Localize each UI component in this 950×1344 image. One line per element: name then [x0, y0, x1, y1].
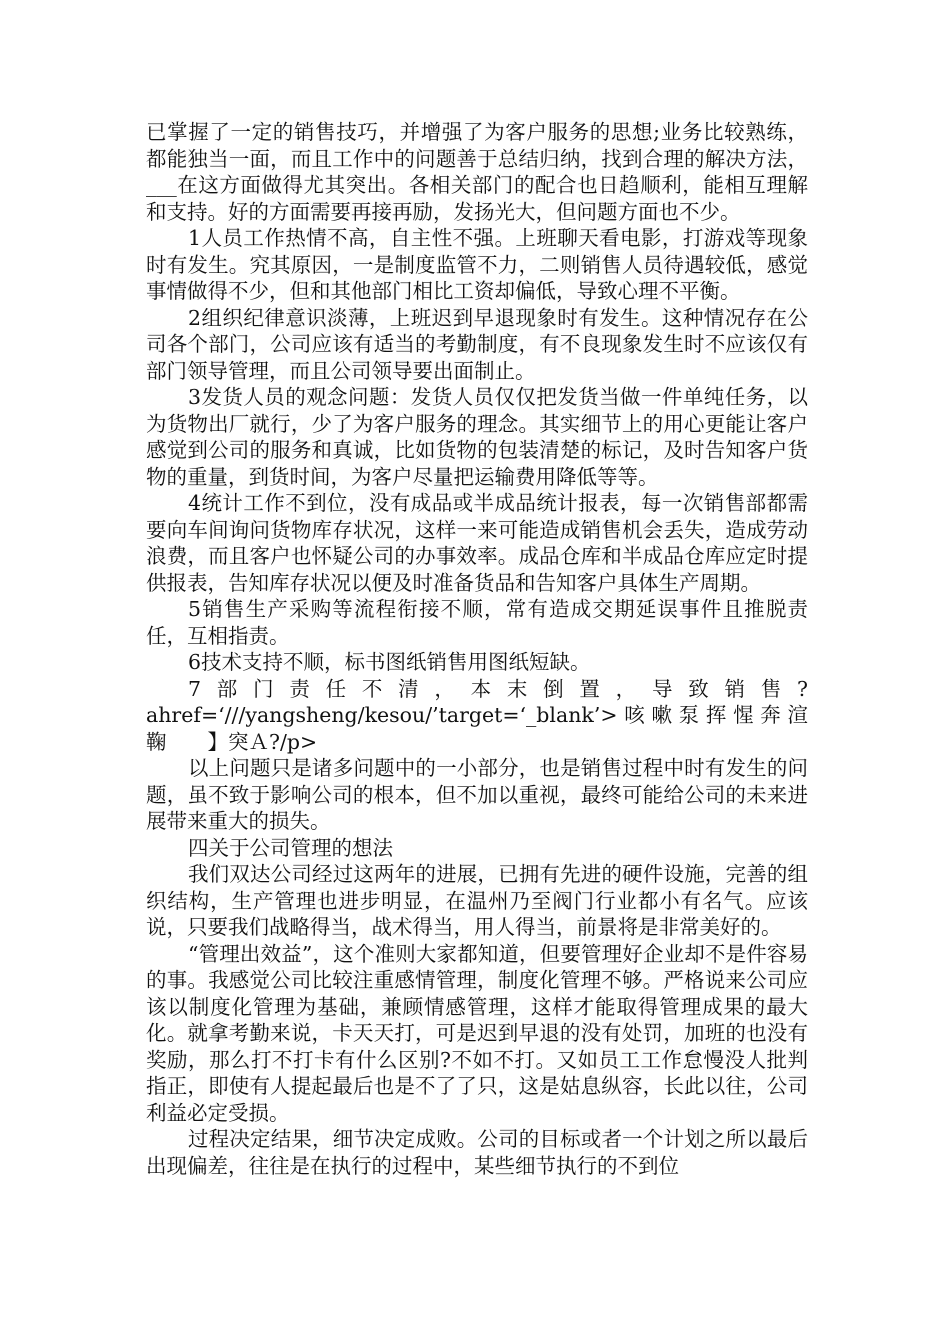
paragraph-item-5: 5销售生产采购等流程衔接不顺，常有造成交期延误事件且推脱责任，互相指责。 [146, 597, 808, 648]
paragraph-intro: 已掌握了一定的销售技巧，并增强了为客户服务的思想;业务比较熟练，都能独当一面，而且工作中的问题善于总结归纳，找到合理的解决方法，___在这方面做得尤其突出。各相关部门的配合也日趋顺利，能相互理解和支持。好的方面需要再接再励，发扬光大，但问题方面也不少。 [146, 120, 808, 224]
paragraph-item-3: 3发货人员的观念问题：发货人员仅仅把发货当做一件单纯任务，以为货物出厂就行，少了为客户服务的理念。其实细节上的用心更能让客户感觉到公司的服务和真诚，比如货物的包装清楚的标记，及时告知客户货物的重量，到货时间，为客户尽量把运输费用降低等等。 [146, 385, 808, 489]
paragraph-item-7: 7部门责任不清，本末倒置，导致销售?ahref=‘///yangsheng/kesou/’target=‘_blank’>咳嗽泵挥惺奔渲鞠 】突Ａ?/p> [146, 676, 808, 754]
paragraph-item-1: 1人员工作热情不高，自主性不强。上班聊天看电影，打游戏等现象时有发生。究其原因，一是制度监管不力，二则销售人员待遇较低，感觉事情做得不少，但和其他部门相比工资却偏低，导致心理不平衡。 [146, 226, 808, 303]
paragraph-company: 我们双达公司经过这两年的进展，已拥有先进的硬件设施，完善的组织结构，生产管理也进步明显，在温州乃至阀门行业都小有名气。应该说，只要我们战略得当，战术得当，用人得当，前景将是非常美好的。 [146, 862, 808, 939]
paragraph-management: “管理出效益”，这个准则大家都知道，但要管理好企业却不是件容易的事。我感觉公司比较注重感情管理，制度化管理不够。严格说来公司应该以制度化管理为基础，兼顾情感管理，这样才能取得管理成果的最大化。就拿考勤来说，卡天天打，可是迟到早退的没有处罚，加班的也没有奖励，那么打不打卡有什么区别?不如不打。又如员工工作怠慢没人批判指正，即使有人提起最后也是不了了只，这是姑息纵容，长此以往，公司利益必定受损。 [146, 941, 808, 1125]
paragraph-process: 过程决定结果，细节决定成败。公司的目标或者一个计划之所以最后出现偏差，往往是在执行的过程中，某些细节执行的不到位 [146, 1127, 808, 1178]
section-heading: 四关于公司管理的想法 [188, 835, 393, 860]
paragraph-item-2: 2组织纪律意识淡薄，上班迟到早退现象时有发生。这种情况存在公司各个部门，公司应该有适当的考勤制度，有不良现象发生时不应该仅有部门领导管理，而且公司领导要出面制止。 [146, 305, 808, 383]
paragraph-item-4: 4统计工作不到位，没有成品或半成品统计报表，每一次销售部都需要向车间询问货物库存状况，这样一来可能造成销售机会丢失，造成劳动浪费，而且客户也怀疑公司的办事效率。成品仓库和半成品仓库应定时提供报表，告知库存状况以便及时准备货品和告知客户具体生产周期。 [146, 491, 808, 595]
paragraph-item-6: 6技术支持不顺，标书图纸销售用图纸短缺。 [188, 650, 591, 674]
document-body [146, 119, 808, 1179]
paragraph-summary: 以上问题只是诸多问题中的一小部分，也是销售过程中时有发生的问题，虽不致于影响公司的根本，但不加以重视，最终可能给公司的未来进展带来重大的损失。 [146, 756, 808, 833]
